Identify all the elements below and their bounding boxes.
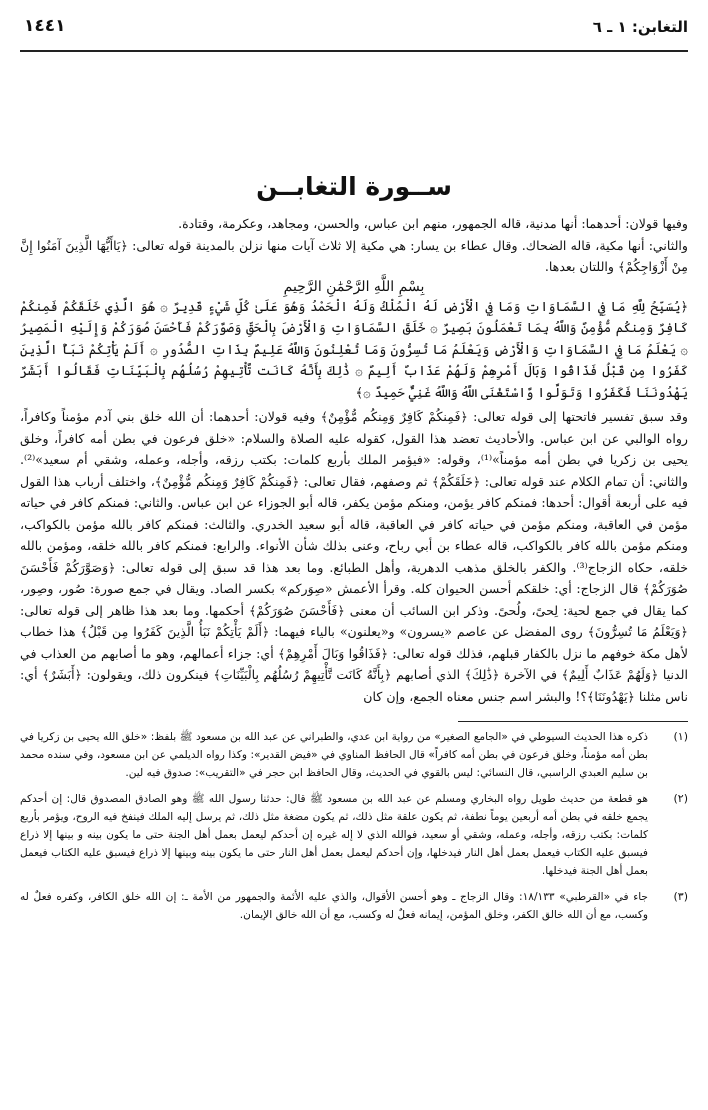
footnote-number: (١): [673, 730, 688, 743]
intro-section: [20, 213, 688, 278]
basmala: بِسْمِ اللَّهِ الرَّحْمَٰنِ الرَّحِيمِ: [283, 278, 425, 295]
footnote-number: (٣): [673, 890, 688, 903]
surah-title: ســورة التغابــن: [256, 172, 452, 201]
footnote: [20, 888, 688, 924]
running-head: [20, 10, 688, 52]
footnote-text: جاء في «القرطبي» ١٨/١٣٣: وقال الزجاج ـ وهو أحسن الأقوال، والذي عليه الأئمة والجمهور من الأمة ـ: إن الله خلق الكافر، وكفره فعلٌ له وكسب، مع أن الله خالق الكفر، وخلق المؤمن، إيمانه فعلٌ له وكسب، مع أن الله خالق الإيمان.: [20, 891, 648, 921]
page-number: ١٤٤١: [24, 16, 66, 36]
footnote-text: هو قطعة من حديث طويل رواه البخاري ومسلم عن عبد الله بن مسعود ﷺ قال: حدثنا رسول الله ﷺ وهو الصادق المصدوق قال: إن أحدكم يجمع خلقه في بطن أمه أربعين يوماً نطفة، ثم يكون علقة مثل ذلك، ثم يكون مضغة مثل ذلك، ثم يرسل إليه الملك فينفخ فيه الروح، ويؤمر بأربع كلمات: بكتب رزقه، وأجله، وعمله، وشقي أو سعيد، فوالله الذي لا إله غيره إن أحدكم ليعمل بعمل أهل الجنة حتى ما يكون بينه و بينها إلا ذراع فيسبق عليه الكتاب فيعمل بعمل أهل النار فيدخلها، وإن أحدكم ليعمل بعمل أهل النار حتى ما يكون بينه وبينها إلا ذراع فيسبق عليه الكتاب فيعمل بعمل أهل الجنة فيدخلها.: [20, 793, 648, 877]
commentary-section: [20, 406, 688, 707]
commentary-paragraph: وقد سبق تفسير فاتحتها إلى قوله تعالى: ﴿فَمِنكُمْ كَافِرٌ وَمِنكُم مُّؤْمِنٌ﴾ وفيه قولان: أحدهما: أن الله خلق بني آدم مؤمناً وكافراً، رواه الوالبي عن ابن عباس. والأحاديث تعضد هذا القول، كقوله عليه الصلاة والسلام: «خلق فرعون في بطن أمه كافراً، وخلق يحيى بن زكريا في بطن أمه مؤمناً»⁽¹⁾، وقوله: «فيؤمر الملك بأربع كلمات: بكتب رزقه، وأجله، وعمله، وشقي أم سعيد»⁽²⁾. والثاني: أن تمام الكلام عند قوله تعالى: ﴿خَلَقَكُمْ﴾ ثم وصفهم، فقال تعالى: ﴿فَمِنكُمْ كَافِرٌ وَمِنكُم مُّؤْمِنٌ﴾، واختلف أرباب هذا القول فيه على أربعة أقوال: أحدها: فمنكم كافر يؤمن، ومنكم مؤمن يكفر، قاله أبو الجوزاء عن ابن عباس. والثاني: فمنكم كافر في حياته مؤمن في العاقبة، ومنكم مؤمن في حياته كافر في العاقبة، قاله أبو سعيد الخدري. والثالث: فمنكم كافر بالله مؤمن بالكواكب، ومنكم مؤمن بالله كافر بالكواكب، قاله عطاء بن أبي رباح، وعنى بذلك شأن الأنواء. والرابع: فمنكم كافر بالله خلقه، ومؤمن بالله خلقه، حكاه الزجاج⁽³⁾. والكفر بالخلق مذهب الدهرية، وأهل الطبائع. وما بعد هذا قد سبق إلى قوله تعالى: ﴿وَصَوَّرَكُمْ فَأَحْسَنَ صُوَرَكُمْ﴾ قال الزجاج: أي: خلقكم أحسن الحيوان كله. وقرأ الأعمش «صِوَركم» بكسر الصاد. ويقال في جمع صورة: صُور، وصِور، كما يقال في جمع لحية: لِحىً، ولُحىً. وذكر ابن السائب أن معنى ﴿فَأَحْسَنَ صُوَرَكُمْ﴾ أحكمها. وما بعد هذا ظاهر إلى قوله تعالى: ﴿وَيَعْلَمُ مَا تُسِرُّونَ﴾ روى المفضل عن عاصم «يسرون» و«يعلنون» بالياء فيهما: ﴿أَلَمْ يَأْتِكُمْ نَبَأُ الَّذِينَ كَفَرُوا مِن قَبْلُ﴾ هذا خطاب لأهل مكة خوفهم ما نزل بالكفار قبلهم، فذلك قوله تعالى: ﴿فَذَاقُوا وَبَالَ أَمْرِهِمْ﴾ أي: جزاء أعمالهم، وهو ما أصابهم من العذاب في الدنيا ﴿وَلَهُمْ عَذَابٌ أَلِيمٌ﴾ في الآخرة ﴿ذَٰلِكَ﴾ الذي أصابهم ﴿بِأَنَّهُ كَانَت تَّأْتِيهِمْ رُسُلُهُم بِالْبَيِّنَاتِ﴾ فينكرون ذلك، ويقولون: ﴿أَبَشَرٌ﴾ أي: ناس مثلنا ﴿يَهْدُونَنَا﴾؟! والبشر اسم جنس معناه الجمع، وإن كان: [20, 409, 689, 704]
footnote-number: (٢): [673, 792, 688, 805]
footnote-text: ذكره هذا الحديث السيوطي في «الجامع الصغير» من رواية ابن عدي، والطبراني عن عبد الله بن مسعود ﷺ بلفظ: «خلق الله يحيى بن زكريا في بطن أمه مؤمناً، وخلق فرعون في بطن أمه كافراً» قال الحافظ المناوي في «فيض القدير»: وكذا رواه الديلمي عن ابن مسعود، وفي سنده محمد بن سليم العبدي الراسبي، قال النسائي: ليس بالقوي في الحديث، وقال الحافظ ابن حجر في «التقريب»: صدوق فيه لين.: [20, 731, 648, 779]
footnote-divider: [458, 721, 688, 722]
intro-paragraph: والثاني: أنها مكية، قاله الضحاك. وقال عطاء بن يسار: هي مكية إلا ثلاث آيات منها نزلن بالمدينة قوله تعالى: ﴿يَاأَيُّهَا الَّذِينَ آمَنُوا إِنَّ مِنْ أَزْوَاجِكُمْ﴾ واللتان بعدها.: [20, 237, 688, 274]
quran-verses: ﴿يُسَبِّحُ لِلَّهِ مَا فِي السَّمَاوَاتِ وَمَا فِي الْأَرْضِ لَهُ الْمُلْكُ وَلَهُ الْحَمْدُ وَهُوَ عَلَىٰ كُلِّ شَيْءٍ قَدِيرٌ ۞ هُوَ الَّذِي خَلَقَكُمْ فَمِنكُمْ كَافِرٌ وَمِنكُم مُّؤْمِنٌ وَاللَّهُ بِمَا تَعْمَلُونَ بَصِيرٌ ۞ خَلَقَ السَّمَاوَاتِ وَالْأَرْضَ بِالْحَقِّ وَصَوَّرَكُمْ فَأَحْسَنَ صُوَرَكُمْ وَإِلَيْهِ الْمَصِيرُ ۞ يَعْلَمُ مَا فِي السَّمَاوَاتِ وَالْأَرْضِ وَيَعْلَمُ مَا تُسِرُّونَ وَمَا تُعْلِنُونَ وَاللَّهُ عَلِيمٌ بِذَاتِ الصُّدُورِ ۞ أَلَمْ يَأْتِكُمْ نَبَأُ الَّذِينَ كَفَرُوا مِن قَبْلُ فَذَاقُوا وَبَالَ أَمْرِهِمْ وَلَهُمْ عَذَابٌ أَلِيمٌ ۞ ذَٰلِكَ بِأَنَّهُ كَانَت تَّأْتِيهِمْ رُسُلُهُم بِالْبَيِّنَاتِ فَقَالُوا أَبَشَرٌ يَهْدُونَنَا فَكَفَرُوا وَتَوَلَّوا وَّاسْتَغْنَى اللَّهُ وَاللَّهُ غَنِيٌّ حَمِيدٌ ۞﴾: [20, 299, 688, 401]
footnote: [20, 790, 688, 880]
footnote: [20, 728, 688, 782]
intro-paragraph: وفيها قولان: أحدهما: أنها مدنية، قاله الجمهور، منهم ابن عباس، والحسن، ومجاهد، وعكرمة، وقتادة.: [178, 216, 688, 231]
page: [20, 10, 688, 932]
running-head-title: التغابن: ١ ـ ٦: [592, 18, 688, 36]
